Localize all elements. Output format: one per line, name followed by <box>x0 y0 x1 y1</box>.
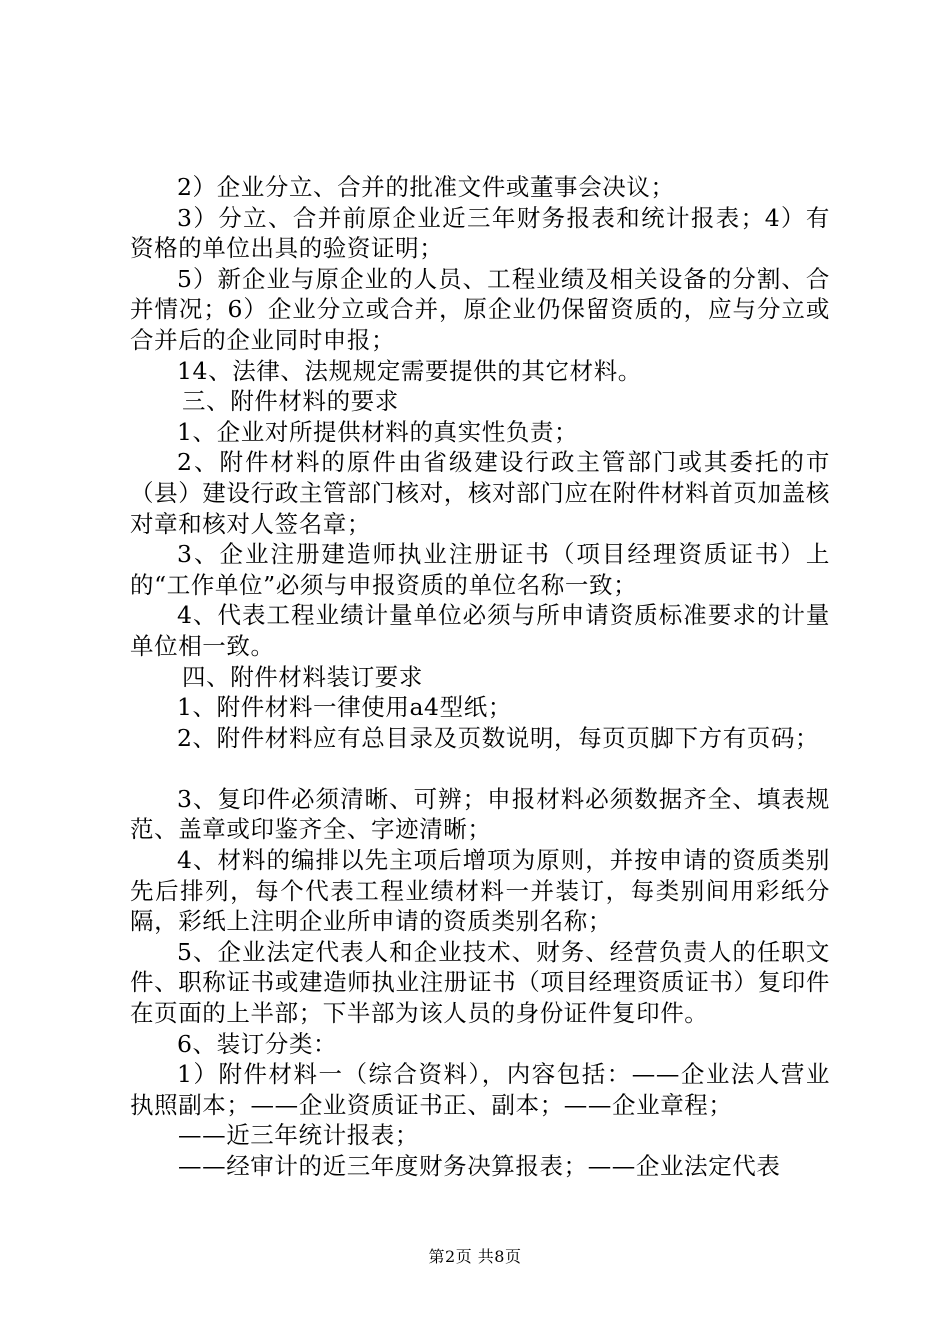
paragraph-personnel-split: 5）新企业与原企业的人员、工程业绩及相关设备的分割、合并情况；6）企业分立或合并，原企业仍保留资质的，应与分立或合并后的企业同时申报； <box>130 264 830 354</box>
paragraph-original-verification: 2、附件材料的原件由省级建设行政主管部门或其委托的市（县）建设行政主管部门核对，核对部门应在附件材料首页加盖核对章和核对人签名章； <box>130 448 830 538</box>
paragraph-audited-financials: ——经审计的近三年度财务决算报表；——企业法定代表 <box>178 1152 781 1180</box>
paragraph-other-materials: 14、法律、法规规定需要提供的其它材料。 <box>177 356 642 385</box>
paragraph-authenticity: 1、企业对所提供材料的真实性负责； <box>177 417 579 446</box>
paragraph-arrangement: 4、材料的编排以先主项后增项为原则，并按申请的资质类别先后排列，每个代表工程业绩材料一并装订，每类别间用彩纸分隔，彩纸上注明企业所申请的资质类别名称； <box>130 846 830 936</box>
paragraph-financial-reports: 3）分立、合并前原企业近三年财务报表和统计报表；4）有资格的单位出具的验资证明； <box>130 203 830 263</box>
paragraph-paper-size: 1、附件材料一律使用a4型纸； <box>177 693 512 722</box>
blank-line <box>130 753 830 784</box>
section-heading-attachment-requirements: 三、附件材料的要求 <box>182 387 399 416</box>
paragraph-statistics-report: ——近三年统计报表； <box>178 1121 419 1150</box>
paragraph-personnel-documents: 5、企业法定代表人和企业技术、财务、经营负责人的任职文件、职称证书或建造师执业注册证书（项目经理资质证书）复印件在页面的上半部；下半部为该人员的身份证件复印件。 <box>130 937 830 1028</box>
paragraph-approval-docs: 2）企业分立、合并的批准文件或董事会决议； <box>177 173 675 201</box>
paragraph-work-unit: 3、企业注册建造师执业注册证书（项目经理资质证书）上的“工作单位”必须与申报资质的单位名称一致； <box>130 540 830 599</box>
document-body <box>130 172 830 1182</box>
paragraph-attachment-one: 1）附件材料一（综合资料），内容包括：——企业法人营业执照副本；——企业资质证书正、副本；——企业章程； <box>130 1060 830 1119</box>
paragraph-measurement-unit: 4、代表工程业绩计量单位必须与所申请资质标准要求的计量单位相一致。 <box>130 601 830 660</box>
page-footer: 第2页 共8页 <box>428 1247 522 1266</box>
paragraph-binding-categories: 6、装订分类： <box>177 1029 338 1058</box>
paragraph-copy-clarity: 3、复印件必须清晰、可辨；申报材料必须数据齐全、填表规范、盖章或印鉴齐全、字迹清晰； <box>130 784 830 844</box>
paragraph-table-of-contents: 2、附件材料应有总目录及页数说明，每页页脚下方有页码； <box>177 723 820 752</box>
section-heading-binding-requirements: 四、附件材料装订要求 <box>182 662 423 691</box>
